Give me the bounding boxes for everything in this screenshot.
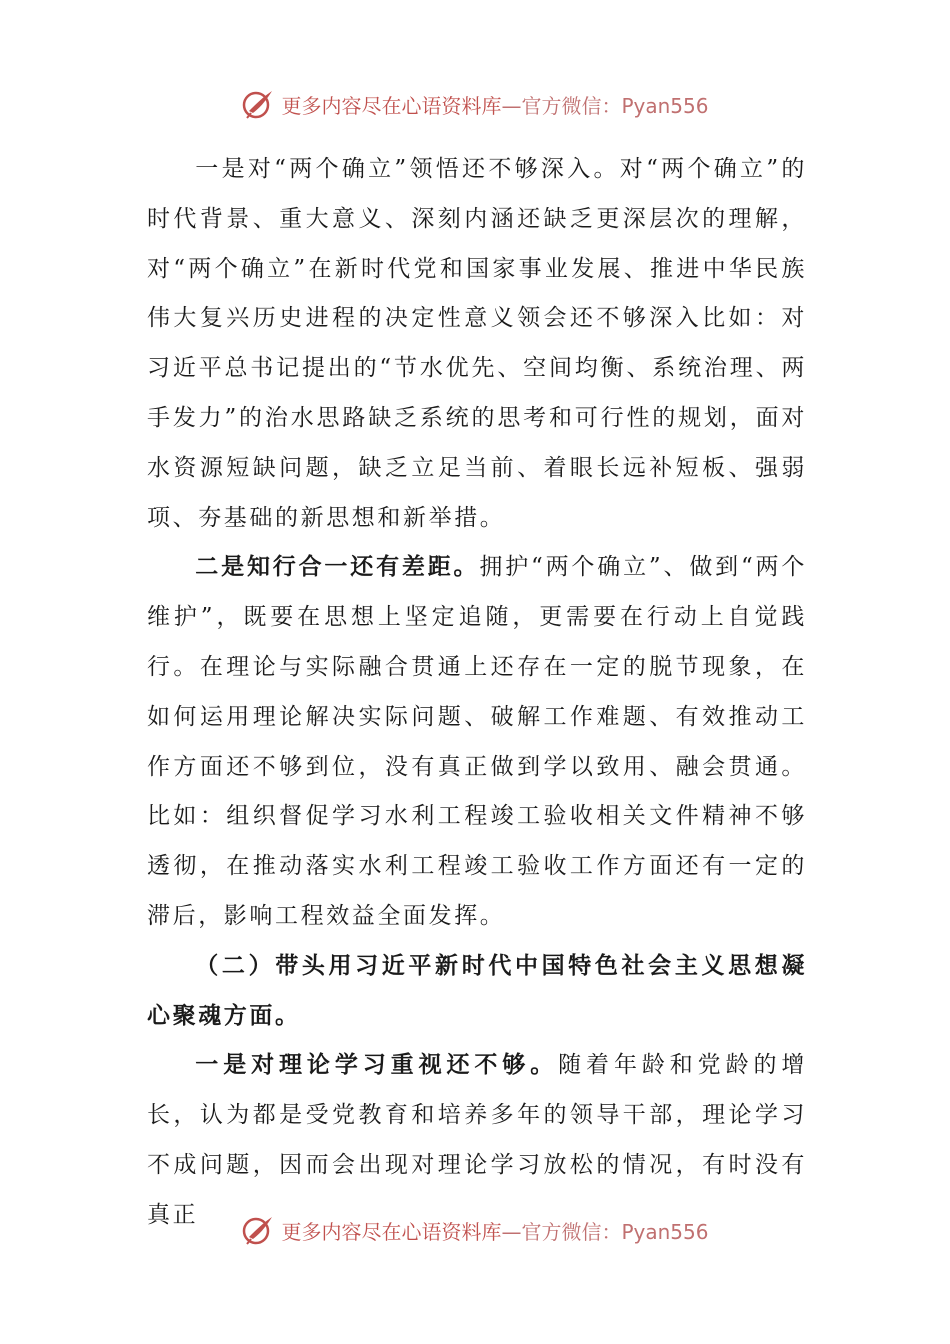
section-heading: （二）带头用习近平新时代中国特色社会主义思想凝心聚魂方面。 [147, 952, 807, 1029]
paragraph-3-lead: 一是对理论学习重视还不够。 [195, 1052, 559, 1079]
watermark-footer [0, 1210, 950, 1250]
document-body [147, 145, 807, 1241]
paragraph-1: 一是对“两个确立”领悟还不够深入。对“两个确立”的时代背景、重大意义、深刻内涵还缺乏更深层次的理解，对“两个确立”在新时代党和国家事业发展、推进中华民族伟大复兴历史进程的决定性意义领会还不够深入比如：对习近平总书记提出的“节水优先、空间均衡、系统治理、两手发力”的治水思路缺乏系统的思考和可行性的规划，面对水资源短缺问题，缺乏立足当前、着眼长远补短板、强弱项、夯基础的新思想和新举措。 [147, 156, 807, 531]
paragraph-3-text: 随着年龄和党龄的增长，认为都是受党教育和培养多年的领导干部，理论学习不成问题，因而会出现对理论学习放松的情况，有时没有真正 [147, 1052, 807, 1228]
quill-logo-icon [241, 1213, 275, 1247]
watermark-text: 更多内容尽在心语资料库—官方微信：Pyan556 [281, 93, 709, 118]
paragraph-2 [147, 543, 807, 941]
paragraph-2-lead: 二是知行合一还有差距。 [195, 554, 480, 581]
paragraph-2-text: 拥护“两个确立”、做到“两个维护”，既要在思想上坚定追随，更需要在行动上自觉践行。在理论与实际融合贯通上还存在一定的脱节现象，在如何运用理论解决实际问题、破解工作难题、有效推动工作方面还不够到位，没有真正做到学以致用、融会贯通。比如：组织督促学习水利工程竣工验收相关文件精神不够透彻，在推动落实水利工程竣工验收工作方面还有一定的滞后，影响工程效益全面发挥。 [147, 554, 807, 929]
quill-logo-icon [241, 87, 275, 121]
watermark-header [0, 84, 950, 124]
watermark-text: 更多内容尽在心语资料库—官方微信：Pyan556 [281, 1219, 709, 1244]
